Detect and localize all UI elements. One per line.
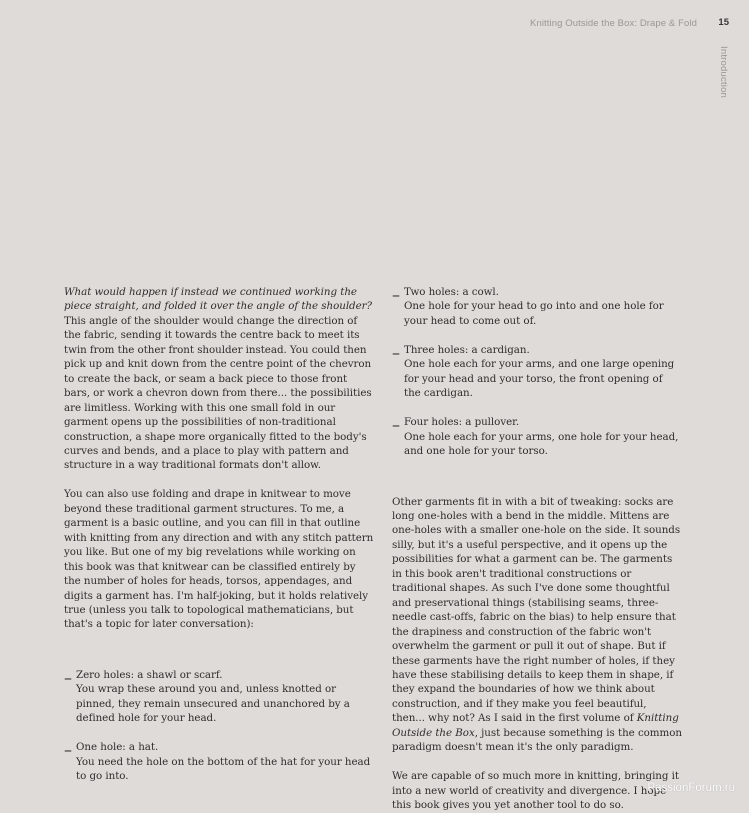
list-item-body: One hole for your head to go into and one hole for your head to come out of.	[404, 300, 664, 327]
left-column	[64, 285, 374, 784]
right-column	[392, 285, 682, 813]
list-item-heading: Zero holes: a shawl or scarf.	[76, 668, 223, 681]
list-item-body: One hole each for your arms, and one large opening for your head and your torso, the front opening of the cardigan.	[404, 358, 675, 400]
list-item-body: You wrap these around you and, unless knotted or pinned, they remain unsecured and unanchored by a defined hole for your head.	[76, 683, 350, 725]
list-dash: –	[392, 415, 400, 435]
list-item-heading: Three holes: a cardigan.	[404, 343, 530, 356]
section-label: Introduction	[718, 46, 729, 99]
running-title: Knitting Outside the Box: Drape & Fold	[530, 18, 697, 29]
italic-question: What would happen if instead we continued working the piece straight, and folded it over the angle of the shoulder?	[64, 286, 372, 313]
list-item-heading: One hole: a hat.	[76, 741, 159, 754]
paragraph-3	[392, 495, 682, 755]
list-dash: –	[392, 342, 400, 362]
list-item-heading: Two holes: a cowl.	[404, 286, 499, 298]
paragraph-3-end: , just because something is the common paradigm doesn't mean it's the only paradigm.	[392, 726, 682, 754]
site-watermark: PassionForum.ru	[647, 782, 735, 794]
list-item-three-holes	[392, 343, 682, 401]
list-item-body: You need the hole on the bottom of the hat for your head to go into.	[76, 755, 371, 783]
list-dash: –	[64, 740, 72, 760]
paragraph-1	[64, 285, 374, 473]
list-dash: –	[392, 285, 400, 304]
list-item-zero-holes	[64, 668, 374, 726]
list-item-body: One hole each for your arms, one hole for your head, and one hole for your torso.	[404, 430, 679, 458]
list-item-one-hole	[64, 740, 374, 783]
paragraph-4: We are capable of so much more in knitting, bringing it into a new world of creativity and divergence. I hope this book gives you yet another tool to do so.	[392, 770, 679, 812]
list-item-two-holes	[392, 285, 682, 328]
page-number: 15	[718, 17, 729, 28]
list-item-four-holes	[392, 415, 682, 458]
book-title-citation: Knitting Outside the Box	[392, 712, 679, 739]
paragraph-2: You can also use folding and drape in knitwear to move beyond these traditional garment structures. To me, a garment is a basic outline, and you can fill in that outline with knitting from any direction and with any stitch pattern you like. But one of my big revelations while working on this book was that knitwear can be classified entirely by the number of holes for heads, torsos, appendages, and digits a garment has. I'm half-joking, but it holds relatively true (unless you talk to topological mathematicians, but that's a topic for later conversation):	[64, 488, 374, 631]
list-dash: –	[64, 667, 72, 687]
paragraph-3-start: Other garments fit in with a bit of tweaking: socks are long one-holes with a bend in the middle. Mittens are one-holes with a smaller one-hole on the side. It sounds silly, but it's a useful perspective, and it opens up the possibilities for what a garment can be. The garments in this book aren't traditional constructions or traditional shapes. As such I've done some thoughtful and preservational things (stabilising seams, three-needle cast-offs, fabric on the bias) to help ensure that the drapiness and construction of the fabric won't overwhelm the garment or pull it out of shape. But if these garments have the right number of holes, if they have these stabilising details to keep them in shape, if they expand the boundaries of how we think about construction, and if they make you feel beautiful, then... why not? As I said in the first volume of	[392, 495, 681, 725]
list-item-heading: Four holes: a pullover.	[404, 416, 520, 429]
paragraph-1-body: This angle of the shoulder would change the direction of the fabric, sending it towards the centre back to meet its twin from the other front shoulder instead. You could then pick up and knit down from the centre point of the chevron to create the back, or seam a back piece to those front bars, or work a chevron down from there... the possibilities are limitless. Working with this one small fold in our garment opens up the possibilities of non-traditional construction, a shape more organically fitted to the body's curves and bends, and a place to play with pattern and structure in a way traditional formats don't allow.	[64, 314, 372, 472]
